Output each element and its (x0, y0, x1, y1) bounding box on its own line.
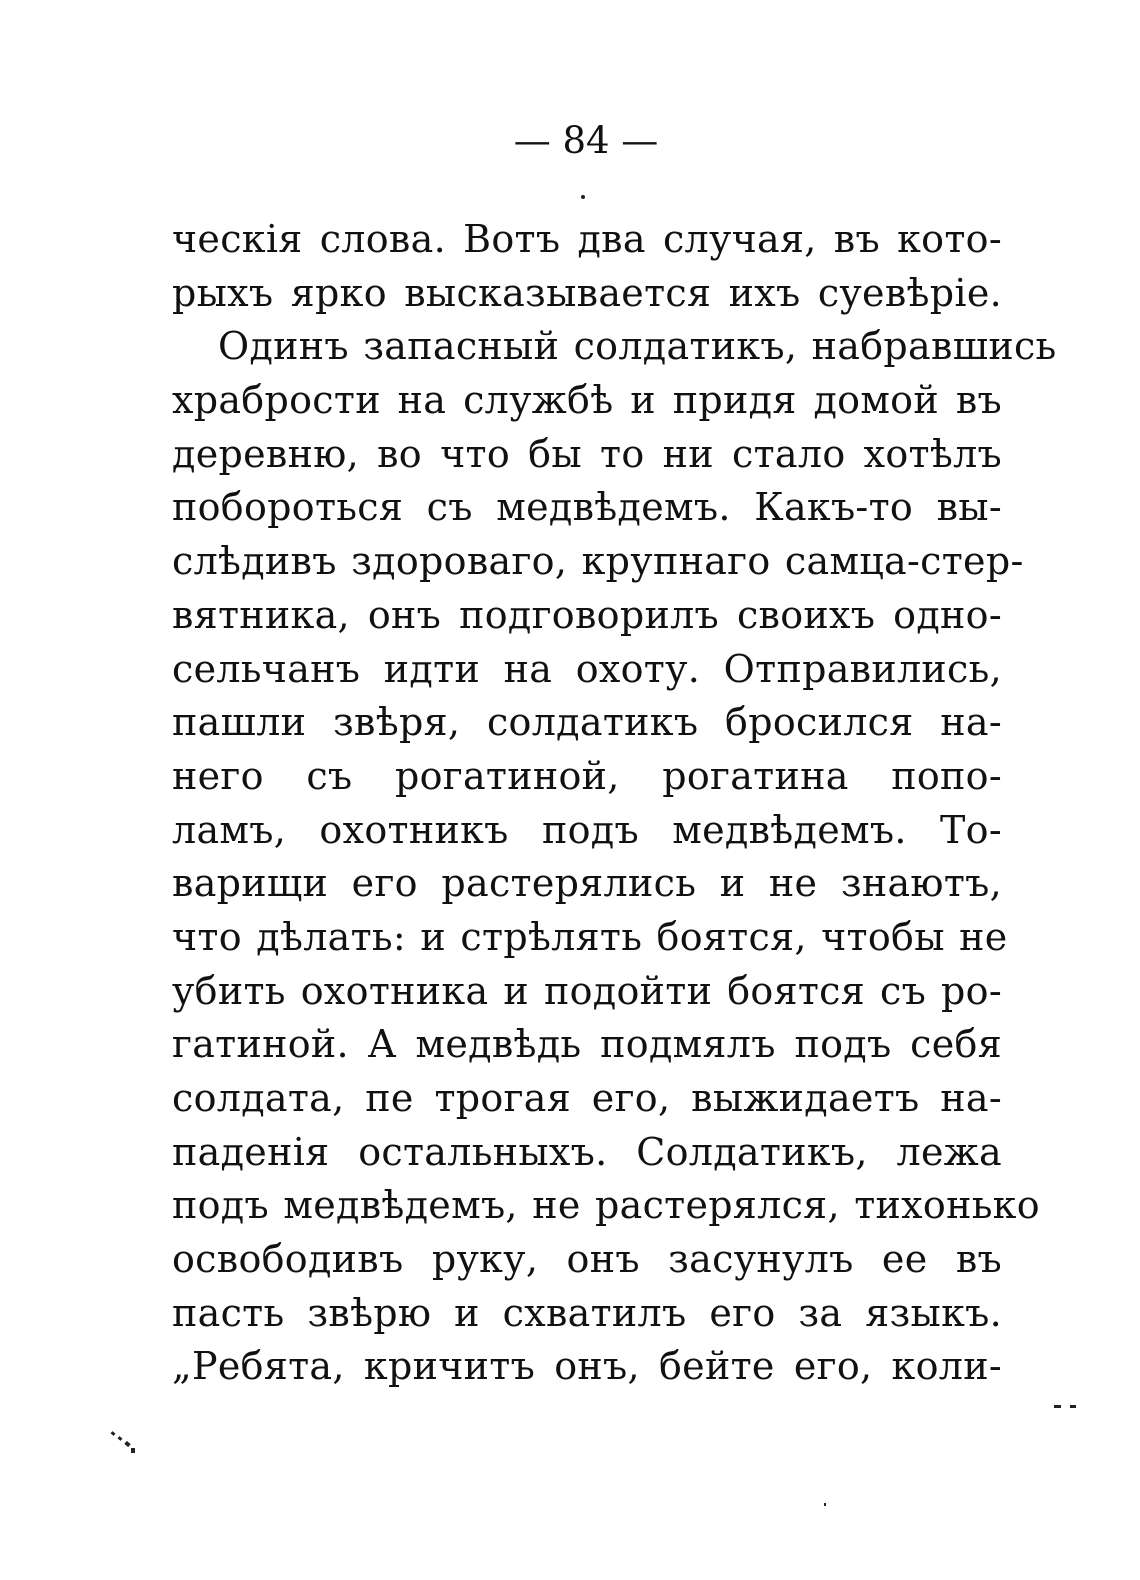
scan-speck (1054, 1405, 1061, 1408)
text-line: „Ребята, кричитъ онъ, бейте его, коли- (172, 1344, 1002, 1389)
text-line: пашли звѣря, солдатикъ бросился на- (172, 700, 1002, 745)
body-text (172, 212, 1057, 1393)
scan-speck (1070, 1405, 1076, 1408)
text-line: освободивъ руку, онъ засунулъ ее въ (172, 1237, 1002, 1282)
scan-speck (124, 1441, 130, 1447)
text-line: ческія слова. Вотъ два случая, въ кото- (172, 217, 1002, 261)
text-line: храбрости на службѣ и придя домой въ (172, 378, 1002, 423)
scan-speck (581, 195, 585, 199)
scan-speck (131, 1448, 135, 1453)
text-line: солдата, пе трогая его, выжидаетъ на- (172, 1076, 1002, 1120)
text-line: что дѣлать: и стрѣлять боятся, чтобы не (172, 914, 1008, 959)
paragraph-start-line: Одинъ запасный солдатикъ, набравшись (218, 324, 1057, 369)
page-number: — 84 — (513, 119, 659, 162)
text-line: подъ медвѣдемъ, не растерялся, тихонько (172, 1183, 1040, 1228)
text-line: сельчанъ идти на охоту. Отправились, (172, 646, 1002, 691)
scan-speck (118, 1436, 123, 1441)
scan-speck (824, 1503, 826, 1506)
text-line: паденія остальныхъ. Солдатикъ, лежа (172, 1129, 1002, 1174)
text-line: слѣдивъ здороваго, крупнаго самца-стер- (172, 539, 1024, 584)
text-line: ламъ, охотникъ подъ медвѣдемъ. То- (172, 807, 1002, 852)
text-line: гатиной. А медвѣдь подмялъ подъ себя (172, 1022, 1002, 1067)
text-line: убить охотника и подойти боятся съ ро- (172, 968, 1002, 1013)
text-line: него съ рогатиной, рогатина попо- (172, 753, 1002, 798)
text-line: пасть звѣрю и схватилъ его за языкъ. (172, 1290, 1002, 1335)
text-line: деревню, во что бы то ни стало хотѣлъ (172, 431, 1002, 476)
text-line: побороться съ медвѣдемъ. Какъ-то вы- (172, 485, 1002, 530)
text-line: вятника, онъ подговорилъ своихъ одно- (172, 592, 1002, 637)
text-line: рыхъ ярко высказывается ихъ суевѣріе. (172, 270, 1002, 315)
text-line: варищи его растерялись и не знаютъ, (172, 861, 1002, 906)
scan-speck (111, 1431, 116, 1436)
